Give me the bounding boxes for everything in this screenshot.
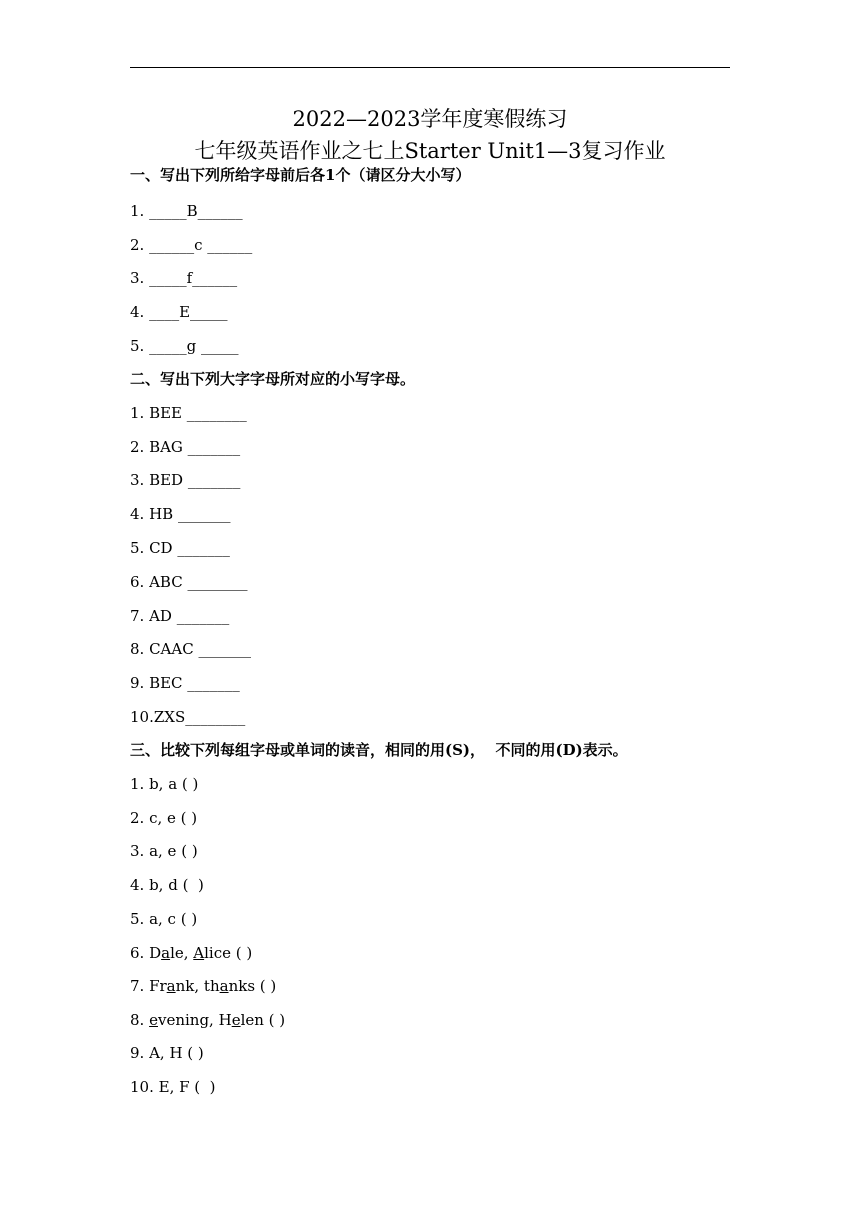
title-line-2: 七年级英语作业之七上Starter Unit1—3复习作业 (194, 139, 666, 163)
section-1-item: 4. ____E_____ (130, 303, 228, 321)
item-text: 1. b, a ( ) (130, 775, 199, 793)
item-text: 3. a, e ( ) (130, 842, 198, 860)
item-text: 6. D (130, 944, 162, 962)
section-1-item: 3. _____f______ (130, 269, 238, 287)
underlined-letter: e (231, 1011, 241, 1029)
underlined-letter: a (219, 977, 229, 995)
section-2-item: 7. AD _______ (130, 607, 230, 625)
section-3-item (130, 909, 197, 929)
section-3-item (130, 841, 198, 861)
top-rule (130, 67, 730, 68)
section-3-item (130, 1077, 216, 1097)
section-2-item: 6. ABC ________ (130, 573, 248, 591)
section-2-heading: 二、写出下列大字字母所对应的小写字母。 (130, 370, 416, 388)
item-text: nk, th (175, 977, 220, 995)
item-text: 8. (130, 1011, 150, 1029)
underlined-letter: a (166, 977, 176, 995)
item-text: 5. a, c ( ) (130, 910, 198, 928)
item-text: lice ( ) (204, 944, 253, 962)
item-text: 7. Fr (130, 977, 167, 995)
title-line-1: 2022—2023学年度寒假练习 (292, 107, 568, 131)
section-2-item: 5. CD _______ (130, 539, 230, 557)
section-1-item: 1. _____B______ (130, 202, 243, 220)
underlined-letter: A (193, 944, 205, 962)
section-1-item: 2. ______c ______ (130, 236, 253, 254)
section-2-item: 2. BAG _______ (130, 438, 241, 456)
section-3-item (130, 774, 198, 794)
section-2-item: 1. BEE ________ (130, 404, 247, 422)
section-1-heading: 一、写出下列所给字母前后各1个（请区分大小写） (130, 166, 471, 184)
section-2-item: 3. BED _______ (130, 471, 241, 489)
item-text: 4. b, d ( ) (130, 876, 204, 894)
item-text: 2. c, e ( ) (130, 809, 198, 827)
item-text: le, (170, 944, 194, 962)
section-2-item: 4. HB _______ (130, 505, 231, 523)
item-text: len ( ) (240, 1011, 286, 1029)
item-text: 10. E, F ( ) (130, 1078, 216, 1096)
section-3-item (130, 976, 276, 996)
section-3-item (130, 943, 252, 963)
underlined-letter: a (161, 944, 171, 962)
section-3-item (130, 875, 204, 895)
item-text: 9. A, H ( ) (130, 1044, 204, 1062)
section-3-item (130, 1043, 204, 1063)
section-3-item (130, 1010, 285, 1030)
section-1-item: 5. _____g _____ (130, 337, 239, 355)
section-3-heading: 三、比较下列每组字母或单词的读音，相同的用(S)， 不同的用(D)表示。 (130, 741, 628, 759)
underlined-letter: e (149, 1011, 158, 1029)
section-2-item: 10.ZXS________ (130, 708, 246, 726)
item-text: nks ( ) (228, 977, 277, 995)
section-3-item (130, 808, 197, 828)
item-text: vening, H (157, 1011, 232, 1029)
section-2-item: 8. CAAC _______ (130, 640, 251, 658)
section-2-item: 9. BEC _______ (130, 674, 240, 692)
